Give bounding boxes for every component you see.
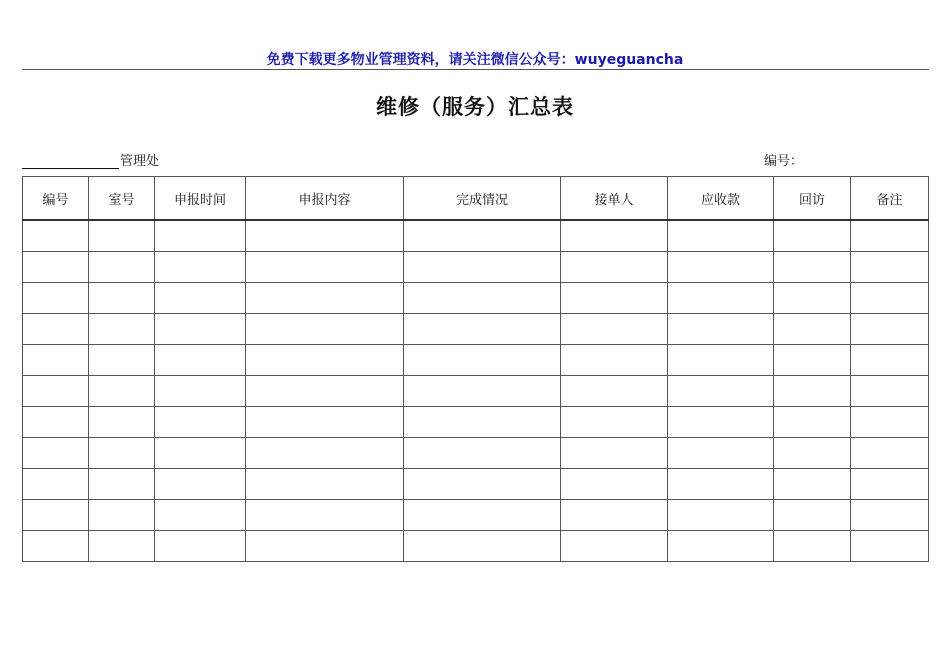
table-cell[interactable] bbox=[851, 469, 929, 500]
column-header-completion: 完成情况 bbox=[404, 177, 561, 221]
office-field bbox=[22, 150, 159, 169]
table-cell[interactable] bbox=[89, 531, 155, 562]
table-cell[interactable] bbox=[23, 500, 89, 531]
table-cell[interactable] bbox=[668, 500, 774, 531]
table-cell[interactable] bbox=[246, 500, 404, 531]
table-cell[interactable] bbox=[561, 407, 668, 438]
table-cell[interactable] bbox=[668, 314, 774, 345]
document-title: 维修（服务）汇总表 bbox=[376, 95, 574, 119]
table-cell[interactable] bbox=[155, 345, 246, 376]
table-cell[interactable] bbox=[561, 252, 668, 283]
document-number-label: 编号： bbox=[764, 154, 804, 169]
office-blank-line bbox=[22, 154, 119, 169]
table-cell[interactable] bbox=[774, 407, 851, 438]
column-header-room: 室号 bbox=[89, 177, 155, 221]
column-header-follow-up: 回访 bbox=[774, 177, 851, 221]
table-cell[interactable] bbox=[89, 376, 155, 407]
table-row bbox=[23, 438, 929, 469]
table-cell[interactable] bbox=[89, 283, 155, 314]
table-cell[interactable] bbox=[155, 500, 246, 531]
table-cell[interactable] bbox=[23, 252, 89, 283]
table-cell[interactable] bbox=[23, 345, 89, 376]
table-cell[interactable] bbox=[404, 345, 561, 376]
column-header-remarks: 备注 bbox=[851, 177, 929, 221]
table-cell[interactable] bbox=[89, 407, 155, 438]
table-header-row bbox=[23, 177, 929, 221]
table-cell[interactable] bbox=[246, 376, 404, 407]
table-cell[interactable] bbox=[851, 252, 929, 283]
table-cell[interactable] bbox=[668, 376, 774, 407]
table-cell[interactable] bbox=[774, 500, 851, 531]
table-cell[interactable] bbox=[23, 376, 89, 407]
table-cell[interactable] bbox=[561, 438, 668, 469]
table-cell[interactable] bbox=[23, 220, 89, 252]
table-cell[interactable] bbox=[246, 407, 404, 438]
column-header-receivable: 应收款 bbox=[668, 177, 774, 221]
table-cell[interactable] bbox=[561, 345, 668, 376]
table-row bbox=[23, 376, 929, 407]
header-divider bbox=[22, 69, 929, 70]
table-row bbox=[23, 407, 929, 438]
table-row bbox=[23, 345, 929, 376]
table-cell[interactable] bbox=[668, 438, 774, 469]
table-cell[interactable] bbox=[155, 314, 246, 345]
table-cell[interactable] bbox=[561, 376, 668, 407]
table-cell[interactable] bbox=[23, 438, 89, 469]
table-cell[interactable] bbox=[851, 220, 929, 252]
table-cell[interactable] bbox=[404, 220, 561, 252]
table-cell[interactable] bbox=[561, 220, 668, 252]
table-cell[interactable] bbox=[404, 531, 561, 562]
table-cell[interactable] bbox=[668, 220, 774, 252]
table-cell[interactable] bbox=[774, 345, 851, 376]
table-cell[interactable] bbox=[668, 407, 774, 438]
column-header-number: 编号 bbox=[23, 177, 89, 221]
table-cell[interactable] bbox=[851, 376, 929, 407]
table-cell[interactable] bbox=[246, 314, 404, 345]
table-cell[interactable] bbox=[23, 283, 89, 314]
table-cell[interactable] bbox=[851, 283, 929, 314]
table-cell[interactable] bbox=[774, 376, 851, 407]
column-header-report-content: 申报内容 bbox=[246, 177, 404, 221]
promo-header-note: 免费下载更多物业管理资料，请关注微信公众号：wuyeguancha bbox=[266, 52, 684, 68]
table-cell[interactable] bbox=[851, 438, 929, 469]
table-row bbox=[23, 252, 929, 283]
table-cell[interactable] bbox=[246, 345, 404, 376]
table-cell[interactable] bbox=[155, 283, 246, 314]
table-cell[interactable] bbox=[851, 500, 929, 531]
table-cell[interactable] bbox=[561, 469, 668, 500]
table-cell[interactable] bbox=[246, 283, 404, 314]
table-cell[interactable] bbox=[774, 531, 851, 562]
column-header-report-time: 申报时间 bbox=[155, 177, 246, 221]
table-cell[interactable] bbox=[774, 438, 851, 469]
table-cell[interactable] bbox=[404, 469, 561, 500]
table-row bbox=[23, 283, 929, 314]
table-cell[interactable] bbox=[155, 407, 246, 438]
table-cell[interactable] bbox=[155, 438, 246, 469]
table-cell[interactable] bbox=[774, 220, 851, 252]
table-body bbox=[23, 220, 929, 562]
table-cell[interactable] bbox=[404, 438, 561, 469]
table-cell[interactable] bbox=[89, 438, 155, 469]
table-cell[interactable] bbox=[246, 220, 404, 252]
table-cell[interactable] bbox=[561, 500, 668, 531]
table-cell[interactable] bbox=[404, 314, 561, 345]
table-cell[interactable] bbox=[668, 469, 774, 500]
office-label: 管理处 bbox=[120, 154, 160, 169]
table-row bbox=[23, 531, 929, 562]
table-cell[interactable] bbox=[561, 314, 668, 345]
table-cell[interactable] bbox=[404, 407, 561, 438]
table-cell[interactable] bbox=[404, 500, 561, 531]
table-row bbox=[23, 469, 929, 500]
table-cell[interactable] bbox=[668, 531, 774, 562]
table-cell[interactable] bbox=[89, 220, 155, 252]
table-cell[interactable] bbox=[668, 252, 774, 283]
table-cell[interactable] bbox=[561, 283, 668, 314]
table-cell[interactable] bbox=[89, 252, 155, 283]
table-row bbox=[23, 500, 929, 531]
table-cell[interactable] bbox=[246, 531, 404, 562]
table-cell[interactable] bbox=[155, 220, 246, 252]
table-cell[interactable] bbox=[89, 345, 155, 376]
table-cell[interactable] bbox=[23, 314, 89, 345]
table-cell[interactable] bbox=[155, 252, 246, 283]
table-cell[interactable] bbox=[23, 469, 89, 500]
table-cell[interactable] bbox=[851, 407, 929, 438]
table-cell[interactable] bbox=[851, 345, 929, 376]
table-cell[interactable] bbox=[774, 314, 851, 345]
table-cell[interactable] bbox=[774, 252, 851, 283]
table-cell[interactable] bbox=[774, 469, 851, 500]
table-cell[interactable] bbox=[668, 283, 774, 314]
table-cell[interactable] bbox=[155, 531, 246, 562]
table-cell[interactable] bbox=[23, 407, 89, 438]
table-cell[interactable] bbox=[404, 252, 561, 283]
table-row bbox=[23, 220, 929, 252]
column-header-assignee: 接单人 bbox=[561, 177, 668, 221]
table-cell[interactable] bbox=[561, 531, 668, 562]
repair-summary-table bbox=[22, 176, 929, 562]
table-cell[interactable] bbox=[23, 531, 89, 562]
table-cell[interactable] bbox=[851, 314, 929, 345]
table-cell[interactable] bbox=[246, 252, 404, 283]
table-cell[interactable] bbox=[668, 345, 774, 376]
table-cell[interactable] bbox=[89, 314, 155, 345]
table-row bbox=[23, 314, 929, 345]
table-cell[interactable] bbox=[851, 531, 929, 562]
table-cell[interactable] bbox=[155, 469, 246, 500]
table-cell[interactable] bbox=[89, 500, 155, 531]
table-cell[interactable] bbox=[774, 283, 851, 314]
table-cell[interactable] bbox=[155, 376, 246, 407]
table-cell[interactable] bbox=[404, 283, 561, 314]
table-cell[interactable] bbox=[89, 469, 155, 500]
table-cell[interactable] bbox=[246, 469, 404, 500]
table-cell[interactable] bbox=[404, 376, 561, 407]
table-cell[interactable] bbox=[246, 438, 404, 469]
